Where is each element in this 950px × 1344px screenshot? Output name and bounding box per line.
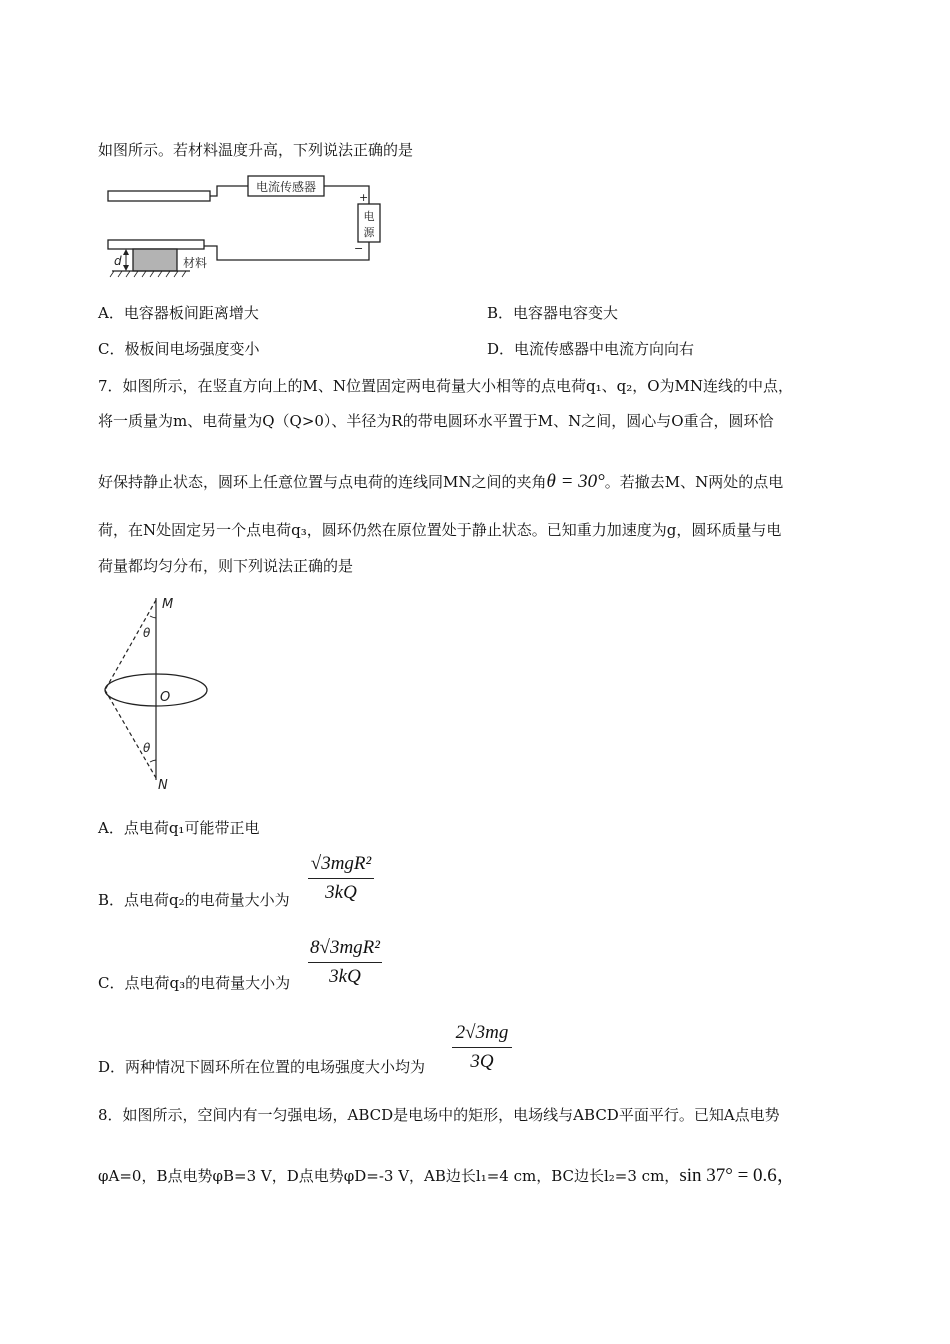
point-m-label: M xyxy=(162,597,174,612)
theta-bottom-label: θ xyxy=(143,741,151,755)
theta-top-label: θ xyxy=(143,626,151,640)
capacitor-circuit-figure xyxy=(100,170,390,280)
sin-37-equation: sin 37° = 0.6， xyxy=(679,1165,796,1186)
q8-line-2 xyxy=(98,1166,796,1186)
q8-line-1: 8．如图所示，空间内有一匀强电场，ABCD是电场中的矩形，电场线与ABCD平面平行。已知A点电势 xyxy=(98,1106,780,1124)
option-d-denominator: 3Q xyxy=(470,1051,494,1072)
top-wire xyxy=(210,186,248,196)
q6-option-c: C．极板间电场强度变小 xyxy=(98,340,260,358)
option-b-fraction xyxy=(308,851,374,906)
q7-option-a: A．点电荷q₁可能带正电 xyxy=(98,819,260,837)
q7-line-3 xyxy=(98,472,783,492)
point-n-label: N xyxy=(158,778,168,793)
dashed-line-bottom xyxy=(105,690,156,778)
distance-label: d xyxy=(114,254,122,268)
angle-arc-top xyxy=(150,616,156,618)
q7-option-b: B．点电荷q₂的电荷量大小为 xyxy=(98,891,290,909)
q6-option-a: A．电容器板间距离增大 xyxy=(98,304,259,322)
material-block xyxy=(133,249,177,271)
q7-option-c: C．点电荷q₃的电荷量大小为 xyxy=(98,974,291,992)
bottom-plate xyxy=(108,240,204,249)
q7-line-5: 荷量都均匀分布，则下列说法正确的是 xyxy=(98,557,354,575)
q6-option-d: D．电流传感器中电流方向向右 xyxy=(487,340,695,358)
q7-line-2: 将一质量为m、电荷量为Q（Q>0）、半径为R的带电圆环水平置于M、N之间，圆心与O重合，圆环恰 xyxy=(98,412,774,430)
question-intro-text: 如图所示。若材料温度升高，下列说法正确的是 xyxy=(98,141,414,159)
option-c-fraction xyxy=(308,935,382,990)
option-d-numerator: 2√3mg xyxy=(455,1022,509,1043)
charged-ring-figure xyxy=(98,590,228,795)
minus-sign: − xyxy=(354,242,364,255)
q7-line-1: 7．如图所示，在竖直方向上的M、N位置固定两电荷量大小相等的点电荷q₁、q₂，O为MN连线的中点， xyxy=(98,377,794,395)
theta-equation: θ = 30° xyxy=(546,471,605,492)
center-o-label: O xyxy=(160,690,171,705)
option-b-denominator: 3kQ xyxy=(325,882,357,903)
ground-hatch xyxy=(110,271,186,277)
current-sensor-label: 电流传感器 xyxy=(255,180,317,194)
q7-line-3b: 。若撤去M、N两处的点电 xyxy=(604,473,784,491)
q7-line-3a: 好保持静止状态，圆环上任意位置与点电荷的连线同MN之间的夹角 xyxy=(98,473,547,491)
q7-line-4: 荷，在N处固定另一个点电荷q₃，圆环仍然在原位置处于静止状态。已知重力加速度为g，圆环质量与电 xyxy=(98,521,782,539)
q7-option-d: D．两种情况下圆环所在位置的电场强度大小均为 xyxy=(98,1058,426,1076)
option-c-numerator: 8√3mgR² xyxy=(310,937,380,958)
material-label: 材料 xyxy=(183,256,208,270)
q6-option-b: B．电容器电容变大 xyxy=(487,304,619,322)
option-b-numerator: √3mgR² xyxy=(310,853,372,874)
right-bottom-wire xyxy=(204,242,369,260)
q8-line-2-text: φA=0，B点电势φB=3 V，D点电势φD=-3 V，AB边长l₁=4 cm，BC边长l₂=3 cm， xyxy=(98,1167,680,1185)
option-d-fraction xyxy=(452,1020,512,1075)
top-plate xyxy=(108,191,210,201)
angle-arc-bottom xyxy=(150,760,156,762)
plus-sign: + xyxy=(359,191,369,204)
power-label-2: 源 xyxy=(363,226,375,239)
power-label-1: 电 xyxy=(363,210,375,223)
option-c-denominator: 3kQ xyxy=(329,966,361,987)
